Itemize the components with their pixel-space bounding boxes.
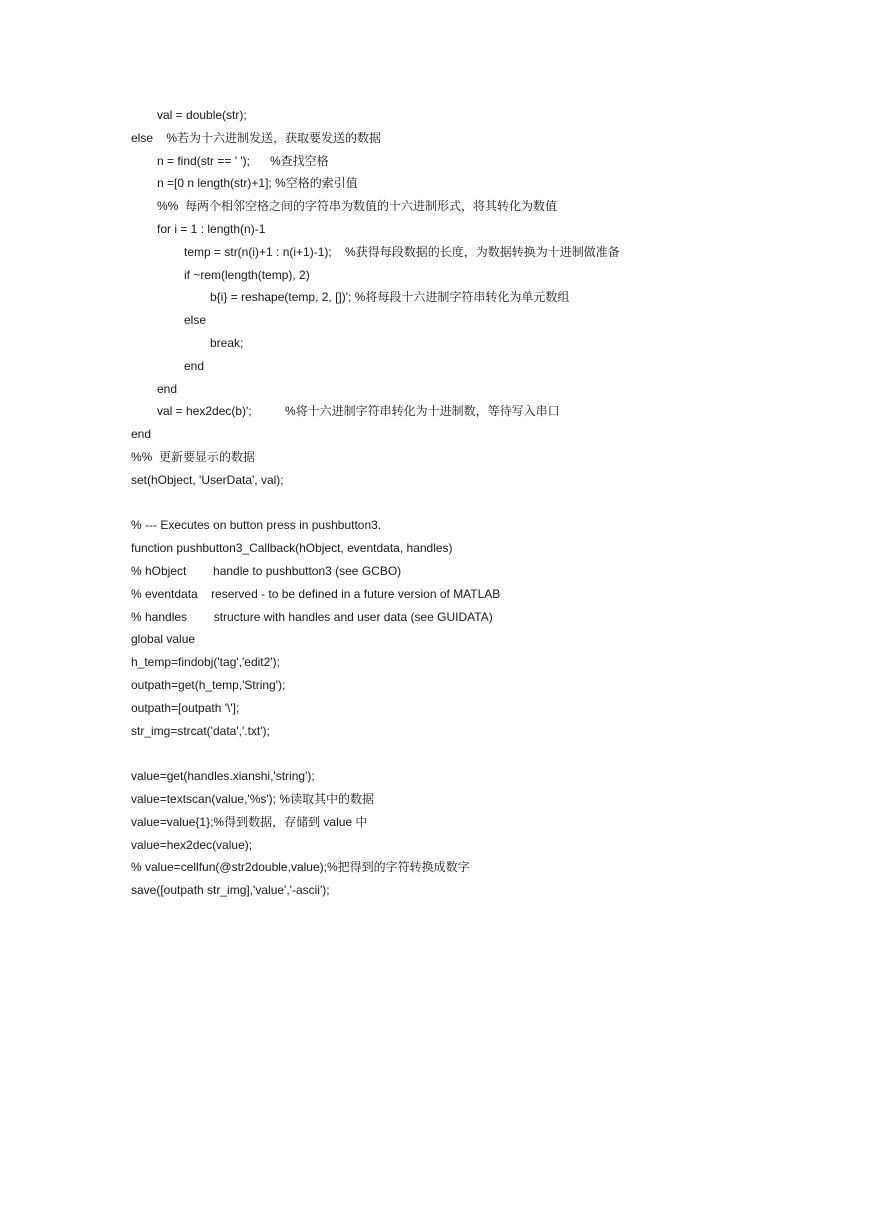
code-line: global value bbox=[131, 632, 196, 647]
blank-line bbox=[131, 492, 831, 515]
code-line: % eventdata reserved - to be defined in a future version of MATLAB bbox=[131, 586, 501, 601]
code-line: % handles structure with handles and user data (see GUIDATA) bbox=[131, 609, 493, 624]
code-line: end bbox=[184, 358, 205, 373]
code-line: value=textscan(value,'%s'); %读取其中的数据 bbox=[131, 791, 374, 806]
blank-line bbox=[131, 742, 831, 765]
code-line: end bbox=[131, 427, 152, 442]
code-line: if ~rem(length(temp), 2) bbox=[184, 267, 310, 282]
code-line: outpath=get(h_temp,'String'); bbox=[131, 677, 286, 692]
code-line: % --- Executes on button press in pushbutton3. bbox=[131, 518, 382, 533]
code-line: set(hObject, 'UserData', val); bbox=[131, 472, 284, 487]
code-line: str_img=strcat('data','.txt'); bbox=[131, 723, 270, 738]
code-line: %% 每两个相邻空格之间的字符串为数值的十六进制形式，将其转化为数值 bbox=[157, 199, 558, 214]
code-line: val = double(str); bbox=[157, 108, 247, 122]
code-line: val = hex2dec(b)'; %将十六进制字符串转化为十进制数，等待写入串口 bbox=[157, 404, 560, 419]
code-line: value=hex2dec(value); bbox=[131, 837, 253, 852]
code-line: value=value{1};%得到数据，存储到 value 中 bbox=[131, 814, 368, 829]
code-line: value=get(handles.xianshi,'string'); bbox=[131, 769, 315, 784]
code-listing bbox=[131, 104, 831, 902]
code-line: %% 更新要显示的数据 bbox=[131, 449, 256, 464]
code-line: n =[0 n length(str)+1]; %空格的索引值 bbox=[157, 176, 358, 191]
code-line: temp = str(n(i)+1 : n(i+1)-1); %获得每段数据的长度，为数据转换为十进制做准备 bbox=[184, 244, 620, 259]
code-line: save([outpath str_img],'value','-ascii'); bbox=[131, 883, 330, 898]
code-line: h_temp=findobj('tag','edit2'); bbox=[131, 655, 280, 670]
code-line: else %若为十六进制发送，获取要发送的数据 bbox=[131, 130, 382, 145]
code-line: % value=cellfun(@str2double,value);%把得到的字符转换成数字 bbox=[131, 860, 470, 875]
code-line: end bbox=[157, 381, 178, 396]
code-line: break; bbox=[210, 335, 244, 350]
code-line: for i = 1 : length(n)-1 bbox=[157, 221, 266, 236]
code-line: else bbox=[184, 313, 207, 328]
code-line: outpath=[outpath '\']; bbox=[131, 700, 240, 715]
code-line: function pushbutton3_Callback(hObject, eventdata, handles) bbox=[131, 541, 453, 556]
code-line: n = find(str == ' '); %查找空格 bbox=[157, 153, 329, 168]
code-line: b{i} = reshape(temp, 2, [])'; %将每段十六进制字符串转化为单元数组 bbox=[210, 290, 570, 305]
code-line: % hObject handle to pushbutton3 (see GCBO) bbox=[131, 563, 402, 578]
